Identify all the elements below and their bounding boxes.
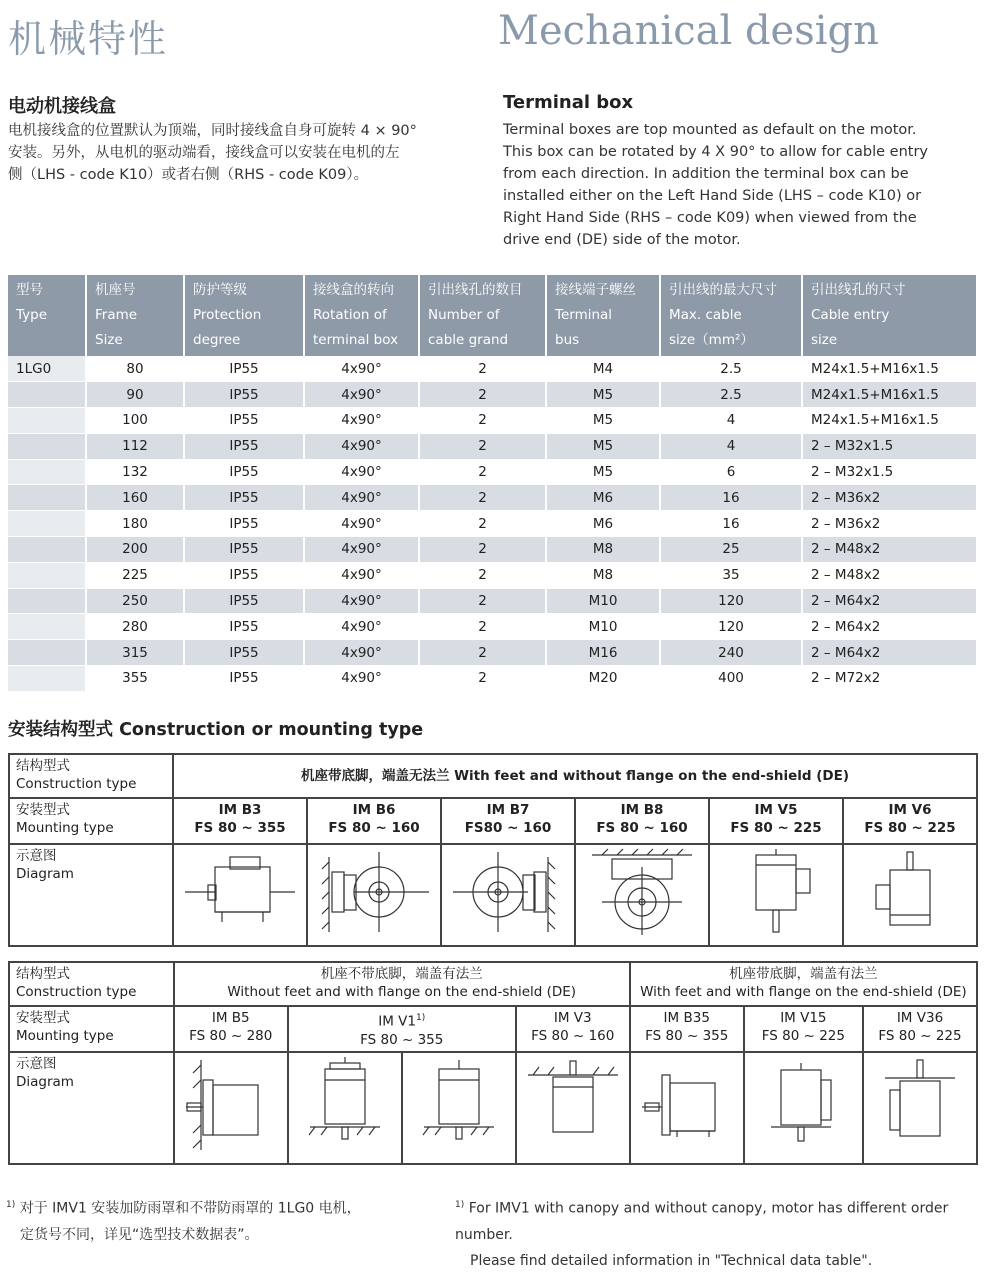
- mounting-type-b35: [630, 1006, 744, 1052]
- terminal-box-heading-cn: 电动机接线盒: [8, 96, 116, 117]
- construction-type-label: [9, 754, 173, 798]
- table-cell: [8, 640, 86, 666]
- spec-table-body: [8, 356, 977, 691]
- mounting-type-v15: [744, 1006, 863, 1052]
- table-cell: M5: [546, 433, 660, 459]
- motor-b8-diagram: [582, 847, 702, 937]
- construction-b-en: With feet and with flange on the end-shield (DE): [640, 984, 967, 1000]
- table-row: [8, 408, 977, 434]
- table-cell: M6: [546, 485, 660, 511]
- mounting-type-b8: [575, 798, 709, 844]
- diagram-label-cn: 示意图: [16, 848, 57, 864]
- table-cell: 355: [86, 666, 184, 692]
- construction-label-en: Construction type: [16, 776, 137, 792]
- spec-col-header-line: [16, 328, 77, 353]
- mounting-table-2: [8, 961, 978, 1165]
- footnote-cn-line2: 定货号不同，详见“选型技术数据表”。: [20, 1226, 259, 1243]
- diagram-b7: [441, 844, 575, 946]
- type-name: IM B7: [486, 802, 530, 818]
- construction-with-feet: [630, 962, 977, 1006]
- table-cell: M24x1.5+M16x1.5: [802, 382, 977, 408]
- table-cell: [8, 485, 86, 511]
- table-cell: 120: [660, 614, 802, 640]
- table-cell: 2: [419, 485, 546, 511]
- table-cell: 2: [419, 640, 546, 666]
- mounting-type-v6: [843, 798, 977, 844]
- table-cell: IP55: [184, 382, 304, 408]
- spec-col-header-line: 防护等级: [193, 282, 247, 298]
- type-fs: FS 80 ~ 355: [194, 820, 286, 836]
- table-cell: 2: [419, 356, 546, 382]
- table-cell: 6: [660, 459, 802, 485]
- table-cell: IP55: [184, 640, 304, 666]
- motor-b5-diagram: [181, 1055, 281, 1155]
- diagram-v3: [516, 1052, 630, 1164]
- table-cell: M8: [546, 537, 660, 563]
- table-cell: 2 – M64x2: [802, 588, 977, 614]
- type-name: IM B6: [352, 802, 396, 818]
- type-name: IM V15: [780, 1010, 827, 1026]
- type-fs: FS 80 ~ 355: [360, 1031, 444, 1048]
- footnote-en-line2: Please find detailed information in "Technical data table".: [470, 1252, 873, 1269]
- type-fs: FS 80 ~ 160: [596, 820, 688, 836]
- spec-col-header-line: degree: [193, 332, 241, 348]
- mounting-type-v36: [863, 1006, 977, 1052]
- diagram-v15: [744, 1052, 863, 1164]
- table-row: [8, 588, 977, 614]
- table-cell: [8, 408, 86, 434]
- type-fs: FS80 ~ 160: [464, 820, 552, 836]
- table-cell: 4: [660, 408, 802, 434]
- table-row: [8, 459, 977, 485]
- table-cell: 2: [419, 511, 546, 537]
- table-cell: 2: [419, 433, 546, 459]
- table-cell: M24x1.5+M16x1.5: [802, 356, 977, 382]
- table-cell: M5: [546, 408, 660, 434]
- para-cn-line: 电机接线盒的位置默认为顶端，同时接线盒自身可旋转 4 × 90°: [8, 123, 417, 139]
- table-cell: 2.5: [660, 356, 802, 382]
- table-cell: 25: [660, 537, 802, 563]
- mounting-type-v3: [516, 1006, 630, 1052]
- spec-col-header: [802, 275, 977, 356]
- construction-label-cn: 结构型式: [16, 758, 70, 774]
- table-cell: 2.5: [660, 382, 802, 408]
- table-cell: 90: [86, 382, 184, 408]
- table-cell: 2 – M64x2: [802, 614, 977, 640]
- table-cell: 2: [419, 562, 546, 588]
- para-en-line: drive end (DE) side of the motor.: [503, 232, 741, 248]
- table-cell: 4x90°: [304, 459, 419, 485]
- para-en-line: This box can be rotated by 4 X 90° to allow for cable entry: [503, 144, 928, 160]
- table-cell: IP55: [184, 588, 304, 614]
- table-cell: IP55: [184, 562, 304, 588]
- type-fs: FS 80 ~ 355: [645, 1028, 729, 1044]
- table-cell: 2 – M48x2: [802, 562, 977, 588]
- table-cell: 2: [419, 382, 546, 408]
- terminal-box-heading-en: Terminal box: [503, 92, 634, 113]
- spec-col-header: [419, 275, 546, 356]
- table-row: [8, 433, 977, 459]
- type-fs: FS 80 ~ 160: [328, 820, 420, 836]
- table-cell: [8, 382, 86, 408]
- table-cell: 225: [86, 562, 184, 588]
- table-cell: [8, 562, 86, 588]
- type-fs: FS 80 ~ 160: [531, 1028, 615, 1044]
- para-en-line: Right Hand Side (RHS – code K09) when viewed from the: [503, 210, 917, 226]
- mounting-type-label: [9, 1006, 174, 1052]
- mounting-heading: 安装结构型式 Construction or mounting type: [8, 720, 424, 740]
- table-cell: M5: [546, 459, 660, 485]
- table-cell: 1LG0: [8, 356, 86, 382]
- table-cell: 2 – M32x1.5: [802, 459, 977, 485]
- spec-table-header-row: [8, 275, 977, 356]
- table-cell: 180: [86, 511, 184, 537]
- table-cell: 132: [86, 459, 184, 485]
- construction-type-label: [9, 962, 174, 1006]
- mounting-type-b3: [173, 798, 307, 844]
- diagram-label: [9, 1052, 174, 1164]
- spec-col-header-line: 型号: [16, 282, 43, 298]
- diagram-label-en: Diagram: [16, 866, 74, 882]
- table-cell: [8, 459, 86, 485]
- table-cell: [8, 588, 86, 614]
- motor-v3-diagram: [523, 1055, 623, 1155]
- table-cell: 4x90°: [304, 614, 419, 640]
- construction-without-feet: [174, 962, 630, 1006]
- table-cell: M16: [546, 640, 660, 666]
- spec-col-header: [304, 275, 419, 356]
- type-fs: FS 80 ~ 280: [189, 1028, 273, 1044]
- table-cell: 2 – M72x2: [802, 666, 977, 692]
- para-cn-line: 侧（LHS - code K10）或者右侧（RHS - code K09）。: [8, 167, 369, 183]
- table-cell: 2: [419, 614, 546, 640]
- motor-v5-diagram: [716, 847, 836, 937]
- type-fs: FS 80 ~ 225: [878, 1028, 962, 1044]
- mounting-label-en: Mounting type: [16, 820, 114, 836]
- motor-b7-diagram: [448, 847, 568, 937]
- spec-col-header-line: 机座号: [95, 282, 136, 298]
- table-cell: 4x90°: [304, 588, 419, 614]
- footnote-en-line1: For IMV1 with canopy and without canopy, motor has different order number.: [455, 1200, 949, 1243]
- spec-col-header-line: Protection: [193, 307, 262, 323]
- page-title-cn: 机械特性: [8, 17, 169, 61]
- spec-col-header-line: 引出线孔的尺寸: [811, 282, 906, 298]
- spec-col-header-line: Terminal: [555, 307, 613, 323]
- table-cell: 4x90°: [304, 433, 419, 459]
- mounting-label-cn: 安装型式: [16, 1010, 70, 1026]
- table-cell: IP55: [184, 511, 304, 537]
- motor-v15-diagram: [751, 1055, 851, 1155]
- table-cell: 2: [419, 588, 546, 614]
- table-cell: 315: [86, 640, 184, 666]
- type-name: IM B8: [620, 802, 664, 818]
- spec-col-header-line: 接线端子螺丝: [555, 282, 636, 298]
- table-cell: [8, 614, 86, 640]
- table-cell: 240: [660, 640, 802, 666]
- mounting-type-b5: [174, 1006, 288, 1052]
- spec-col-header-line: Size: [95, 332, 123, 348]
- table-cell: 2: [419, 408, 546, 434]
- table-row: [8, 614, 977, 640]
- table-cell: 200: [86, 537, 184, 563]
- table-cell: M20: [546, 666, 660, 692]
- diagram-b35: [630, 1052, 744, 1164]
- motor-v1-diagram: [409, 1055, 509, 1155]
- spec-col-header-line: size: [811, 332, 838, 348]
- type-fs: FS 80 ~ 225: [864, 820, 956, 836]
- footnote-en: [455, 1192, 995, 1274]
- table-row: [8, 485, 977, 511]
- type-name: IM V5: [754, 802, 798, 818]
- table-cell: [8, 433, 86, 459]
- table-cell: 35: [660, 562, 802, 588]
- spec-col-header: [8, 275, 86, 356]
- construction-label-en: Construction type: [16, 984, 137, 1000]
- spec-col-header-line: Type: [16, 307, 48, 323]
- spec-col-header-line: 引出线的最大尺寸: [669, 282, 777, 298]
- motor-b3-diagram: [180, 847, 300, 937]
- table-cell: 2 – M36x2: [802, 485, 977, 511]
- spec-col-header: [660, 275, 802, 356]
- spec-col-header-line: bus: [555, 332, 580, 348]
- table-cell: [8, 511, 86, 537]
- table-cell: 112: [86, 433, 184, 459]
- diagram-v1-a: [288, 1052, 402, 1164]
- type-fs: FS 80 ~ 225: [730, 820, 822, 836]
- para-en-line: from each direction. In addition the terminal box can be: [503, 166, 909, 182]
- spec-col-header-line: Rotation of: [313, 307, 387, 323]
- terminal-box-para-cn: [8, 120, 488, 186]
- table-cell: 120: [660, 588, 802, 614]
- type-name: IM V6: [888, 802, 932, 818]
- mounting-label-en: Mounting type: [16, 1028, 114, 1044]
- diagram-b8: [575, 844, 709, 946]
- table-cell: M8: [546, 562, 660, 588]
- spec-col-header-line: Max. cable: [669, 307, 742, 323]
- footnote-mark: 1): [455, 1200, 465, 1210]
- construction-b-cn: 机座带底脚，端盖有法兰: [729, 966, 878, 982]
- footnote-ref: 1): [415, 1013, 426, 1023]
- table-cell: IP55: [184, 614, 304, 640]
- para-en-line: Terminal boxes are top mounted as default on the motor.: [503, 122, 917, 138]
- mounting-type-b7: [441, 798, 575, 844]
- table-cell: 100: [86, 408, 184, 434]
- table-cell: 4x90°: [304, 511, 419, 537]
- diagram-v1-b: [402, 1052, 516, 1164]
- motor-b35-diagram: [637, 1055, 737, 1155]
- motor-b6-diagram: [314, 847, 434, 937]
- para-cn-line: 安装。另外，从电机的驱动端看，接线盒可以安装在电机的左: [8, 145, 400, 161]
- table-row: [8, 562, 977, 588]
- table-cell: 4x90°: [304, 485, 419, 511]
- spec-col-header-line: terminal box: [313, 332, 399, 348]
- table-cell: 4x90°: [304, 562, 419, 588]
- table-cell: [8, 666, 86, 692]
- table-cell: 280: [86, 614, 184, 640]
- spec-col-header-line: 接线盒的转向: [313, 282, 394, 298]
- diagram-v6: [843, 844, 977, 946]
- table-cell: 80: [86, 356, 184, 382]
- table-cell: M5: [546, 382, 660, 408]
- table-cell: IP55: [184, 356, 304, 382]
- table-cell: 400: [660, 666, 802, 692]
- table-cell: 2: [419, 459, 546, 485]
- spec-col-header-line: size（mm²）: [669, 332, 754, 348]
- page-title-en: Mechanical design: [498, 8, 879, 54]
- spec-col-header: [86, 275, 184, 356]
- spec-col-header-line: Cable entry: [811, 307, 890, 323]
- table-cell: 2 – M36x2: [802, 511, 977, 537]
- spec-col-header-line: Frame: [95, 307, 138, 323]
- mounting-type-label: [9, 798, 173, 844]
- spec-col-header-line: 引出线孔的数目: [428, 282, 523, 298]
- table-cell: IP55: [184, 459, 304, 485]
- terminal-box-para-en: [503, 119, 983, 251]
- mounting-label-cn: 安装型式: [16, 802, 70, 818]
- motor-v6-diagram: [850, 847, 970, 937]
- diagram-b5: [174, 1052, 288, 1164]
- table-cell: 2: [419, 666, 546, 692]
- diagram-b6: [307, 844, 441, 946]
- spec-col-header-line: Number of: [428, 307, 500, 323]
- table-cell: 2 – M32x1.5: [802, 433, 977, 459]
- motor-v1-canopy-diagram: [295, 1055, 395, 1155]
- diagram-label-en: Diagram: [16, 1074, 74, 1090]
- type-name: IM V3: [553, 1010, 592, 1026]
- table-cell: IP55: [184, 537, 304, 563]
- construction-type-value: 机座带底脚，端盖无法兰 With feet and without flange on the end-shield (DE): [173, 754, 977, 798]
- table-cell: 4: [660, 433, 802, 459]
- table-cell: 16: [660, 485, 802, 511]
- spec-col-header: [184, 275, 304, 356]
- table-cell: 4x90°: [304, 382, 419, 408]
- diagram-b3: [173, 844, 307, 946]
- table-cell: IP55: [184, 433, 304, 459]
- table-cell: 4x90°: [304, 666, 419, 692]
- table-cell: M4: [546, 356, 660, 382]
- table-cell: 250: [86, 588, 184, 614]
- table-row: [8, 356, 977, 382]
- table-cell: 4x90°: [304, 537, 419, 563]
- spec-col-header: [546, 275, 660, 356]
- mounting-type-v5: [709, 798, 843, 844]
- type-name: IM V1: [378, 1013, 416, 1030]
- mounting-type-v1: [288, 1006, 516, 1052]
- table-cell: IP55: [184, 666, 304, 692]
- mounting-type-b6: [307, 798, 441, 844]
- table-row: [8, 537, 977, 563]
- spec-col-header-line: cable grand: [428, 332, 509, 348]
- table-row: [8, 666, 977, 692]
- para-en-line: installed either on the Left Hand Side (LHS – code K10) or: [503, 188, 922, 204]
- table-cell: 16: [660, 511, 802, 537]
- table-cell: 4x90°: [304, 356, 419, 382]
- type-name: IM B5: [211, 1010, 250, 1026]
- type-name: IM B3: [218, 802, 262, 818]
- diagram-v36: [863, 1052, 977, 1164]
- footnote-mark: 1): [6, 1200, 16, 1210]
- construction-label-cn: 结构型式: [16, 966, 70, 982]
- table-cell: 2 – M64x2: [802, 640, 977, 666]
- table-cell: [8, 537, 86, 563]
- terminal-box-spec-table: [8, 275, 978, 692]
- table-cell: 2: [419, 537, 546, 563]
- table-row: [8, 640, 977, 666]
- table-cell: M10: [546, 588, 660, 614]
- footnote-cn-line1: 对于 IMV1 安装加防雨罩和不带防雨罩的 1LG0 电机，: [19, 1200, 361, 1217]
- footnote-cn: [6, 1192, 476, 1248]
- mounting-table-1: [8, 753, 978, 947]
- construction-a-en: Without feet and with flange on the end-shield (DE): [227, 984, 577, 1000]
- table-cell: M10: [546, 614, 660, 640]
- table-cell: 4x90°: [304, 640, 419, 666]
- table-cell: 160: [86, 485, 184, 511]
- construction-a-cn: 机座不带底脚，端盖有法兰: [320, 966, 483, 982]
- table-row: [8, 511, 977, 537]
- diagram-v5: [709, 844, 843, 946]
- table-cell: M24x1.5+M16x1.5: [802, 408, 977, 434]
- table-cell: IP55: [184, 408, 304, 434]
- table-cell: M6: [546, 511, 660, 537]
- type-fs: FS 80 ~ 225: [761, 1028, 845, 1044]
- motor-v36-diagram: [870, 1055, 970, 1155]
- type-name: IM V36: [896, 1010, 944, 1026]
- diagram-label: [9, 844, 173, 946]
- table-cell: 2 – M48x2: [802, 537, 977, 563]
- table-cell: 4x90°: [304, 408, 419, 434]
- table-row: [8, 382, 977, 408]
- table-cell: IP55: [184, 485, 304, 511]
- type-name: IM B35: [663, 1010, 710, 1026]
- diagram-label-cn: 示意图: [16, 1056, 57, 1072]
